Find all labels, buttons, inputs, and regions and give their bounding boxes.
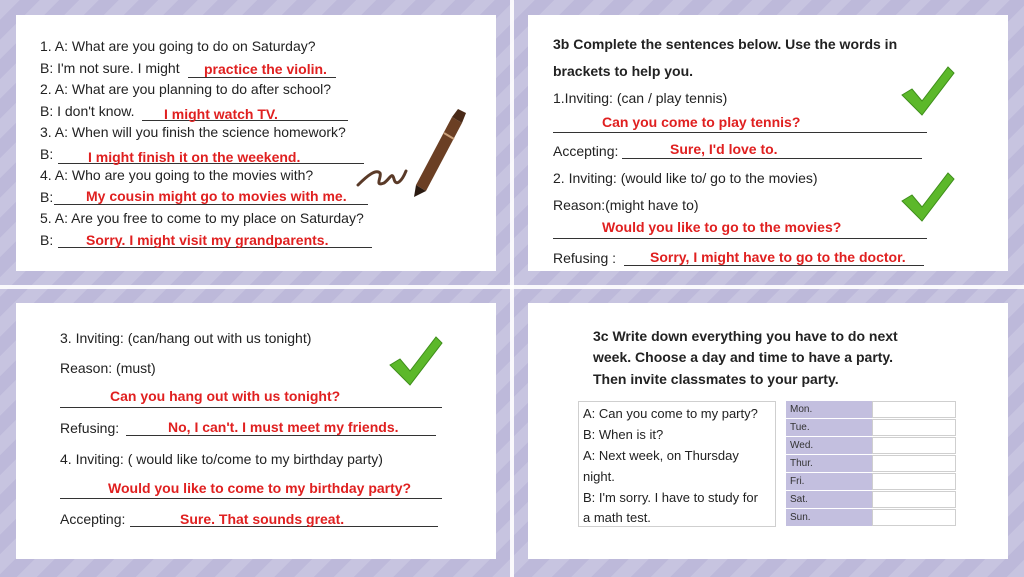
schedule-row [786,401,956,419]
q3-question: 3. A: When will you finish the science homework? [40,124,346,140]
item3-prompt: 3. Inviting: (can/hang out with us tonight) [60,330,312,346]
schedule-cell[interactable] [872,401,956,418]
dialog-line: A: Next week, on Thursday [583,448,739,463]
schedule-row [786,419,956,437]
section-3c-heading-line3: Then invite classmates to your party. [593,371,839,387]
section-3b-heading-cont: brackets to help you. [553,63,694,79]
reason-label: Reason:(might have to) [553,197,699,213]
accepting-label: Accepting: [60,511,126,527]
q2-question: 2. A: What are you planning to do after school? [40,81,332,97]
schedule-cell[interactable] [872,473,956,490]
schedule-row [786,491,956,509]
accepting-answer: Sure, I'd love to. [670,141,778,157]
item4-answer: Would you like to come to my birthday party? [108,480,412,496]
dialog-line: A: Can you come to my party? [583,406,758,421]
day-label: Thur. [786,455,872,472]
dialog-line: night. [583,469,615,484]
weekly-schedule-table [786,401,956,527]
schedule-row [786,455,956,473]
exercise-panel-dialogues [16,15,496,271]
schedule-cell[interactable] [872,509,956,526]
exercise-panel-3b [528,15,1008,271]
q5-answer-label: B: [40,232,54,248]
pen-writing-icon [354,107,472,197]
reason-label: Reason: (must) [60,360,156,376]
accepting-answer: Sure. That sounds great. [180,511,345,527]
item3-answer: Can you hang out with us tonight? [110,388,341,404]
schedule-row [786,509,956,527]
refusing-label: Refusing : [553,250,617,266]
exercise-panel-3c [528,303,1008,559]
dialog-line: B: I'm sorry. I have to study for [583,490,758,505]
refusing-answer: Sorry, I might have to go to the doctor. [650,249,906,265]
refusing-answer: No, I can't. I must meet my friends. [168,419,399,435]
q1-answer-label: B: I'm not sure. I might [40,60,180,76]
day-label: Tue. [786,419,872,436]
checkmark-icon [900,65,956,117]
item4-prompt: 4. Inviting: ( would like to/come to my birthday party) [60,451,383,467]
day-label: Wed. [786,437,872,454]
item1-answer: Can you come to play tennis? [602,114,801,130]
day-label: Sat. [786,491,872,508]
schedule-cell[interactable] [872,491,956,508]
q4-answer-label: B: [40,189,54,205]
schedule-cell[interactable] [872,455,956,472]
schedule-cell[interactable] [872,437,956,454]
q4-question: 4. A: Who are you going to the movies with? [40,167,314,183]
sample-dialog-box [578,401,776,527]
schedule-cell[interactable] [872,419,956,436]
checkmark-icon [900,171,956,223]
section-3c-heading-line2: week. Choose a day and time to have a party. [593,349,894,365]
item2-prompt: 2. Inviting: (would like to/ go to the movies) [553,170,818,186]
q5-question: 5. A: Are you free to come to my place on Saturday? [40,210,364,226]
item1-prompt: 1.Inviting: (can / play tennis) [553,90,728,106]
q3-answer: I might finish it on the weekend. [88,149,301,165]
q2-answer-label: B: I don't know. [40,103,135,119]
q1-question: 1. A: What are you going to do on Saturday? [40,38,316,54]
accepting-label: Accepting: [553,143,619,159]
q3-answer-label: B: [40,146,54,162]
day-label: Fri. [786,473,872,490]
q1-answer: practice the violin. [204,61,327,77]
day-label: Sun. [786,509,872,526]
schedule-row [786,437,956,455]
exercise-panel-3b-cont [16,303,496,559]
schedule-row [786,473,956,491]
q4-answer: My cousin might go to movies with me. [86,188,347,204]
section-3c-heading: 3c Write down everything you have to do next [593,328,898,344]
q5-answer: Sorry. I might visit my grandparents. [86,232,329,248]
dialog-line: a math test. [583,510,651,525]
q2-answer: I might watch TV. [164,106,278,122]
day-label: Mon. [786,401,872,418]
refusing-label: Refusing: [60,420,120,436]
horizontal-divider [0,285,1024,289]
checkmark-icon [388,335,444,387]
section-3b-heading: 3b Complete the sentences below. Use the words in [553,36,898,52]
dialog-line: B: When is it? [583,427,664,442]
item2-answer: Would you like to go to the movies? [602,219,842,235]
